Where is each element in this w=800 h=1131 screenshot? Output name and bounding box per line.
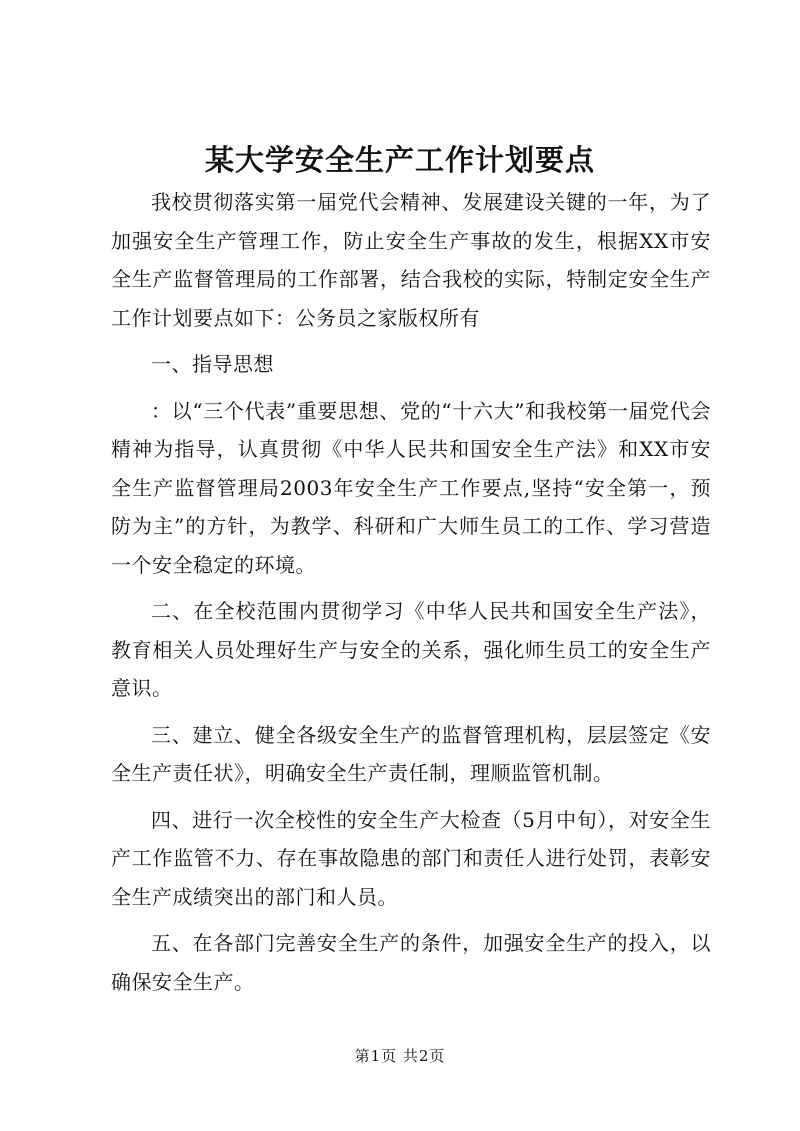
document-body <box>111 183 711 1001</box>
paragraph-item-5: 五、在各部门完善安全生产的条件，加强安全生产的投入，以确保安全生产。 <box>111 931 711 994</box>
paragraph-intro: 我校贯彻落实第一届党代会精神、发展建设关键的一年，为了加强安全生产管理工作，防止安全生产事故的发生，根据XX市安全生产监督管理局的工作部署，结合我校的实际，特制定安全生产工作计划要点如下：公务员之家版权所有 <box>111 190 711 330</box>
page-number: 第1页 共2页 <box>354 1047 446 1065</box>
heading-guiding-ideology: 一、指导思想 <box>151 352 274 376</box>
document-title: 某大学安全生产工作计划要点 <box>204 143 595 177</box>
paragraph-item-3: 三、建立、健全各级安全生产的监督管理机构，层层签定《安全生产责任状》，明确安全生产责任制，理顺监管机制。 <box>111 722 711 785</box>
paragraph-item-2: 二、在全校范围内贯彻学习《中华人民共和国安全生产法》，教育相关人员处理好生产与安全的关系，强化师生员工的安全生产意识。 <box>111 599 711 700</box>
page-footer <box>0 1046 800 1066</box>
paragraph-guiding-ideology: ：以“三个代表”重要思想、党的“十六大”和我校第一届党代会精神为指导，认真贯彻《中华人民共和国安全生产法》和XX市安全生产监督管理局2003年安全生产工作要点,坚持“安全第一，预防为主”的方针，为教学、科研和广大师生员工的工作、学习营造一个安全稳定的环境。 <box>111 398 711 577</box>
paragraph-item-4: 四、进行一次全校性的安全生产大检查（5月中旬），对安全生产工作监管不力、存在事故隐患的部门和责任人进行处罚，表彰安全生产成绩突出的部门和人员。 <box>111 807 711 909</box>
